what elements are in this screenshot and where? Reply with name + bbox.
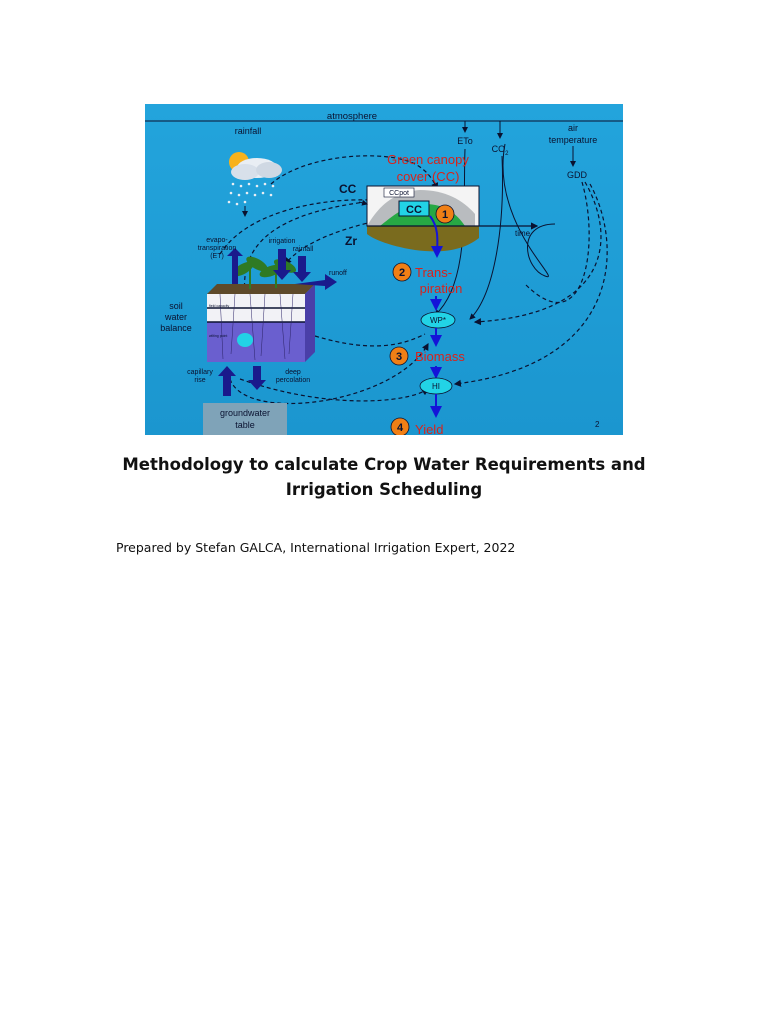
label-groundwater: groundwater — [219, 408, 271, 418]
label-hi: HI — [432, 382, 440, 391]
label-yield: Yield — [415, 422, 444, 435]
diagram-background — [145, 104, 623, 435]
document-title-line-1: Methodology to calculate Crop Water Requirements and — [122, 455, 646, 474]
label-wp-soil: wilting point — [209, 334, 228, 338]
slide-number: 2 — [595, 420, 600, 429]
label-cc-axis: CC — [339, 182, 357, 196]
label-balance: balance — [160, 323, 192, 333]
document-title-line-2: Irrigation Scheduling — [285, 480, 483, 499]
label-co2-sub: 2 — [505, 151, 509, 157]
step-1-number: 1 — [441, 209, 449, 221]
label-deep: deep — [285, 369, 301, 376]
label-trans: Trans- — [415, 265, 453, 280]
label-co2-main: CO — [491, 144, 506, 154]
document-title — [110, 452, 658, 502]
author-byline: Prepared by Stefan GALCA, International Irrigation Expert, 2022 — [116, 540, 516, 555]
label-biomass: Biomass — [415, 349, 465, 364]
step-2-number: 2 — [398, 267, 406, 279]
soil-block — [207, 284, 315, 362]
label-irrigation: irrigation — [268, 238, 296, 245]
label-cc-box: CC — [406, 204, 422, 216]
label-transpiration-et: transpiration — [197, 245, 237, 252]
label-time: time — [515, 229, 531, 238]
label-zr-axis: Zr — [345, 234, 357, 248]
label-air: air — [567, 123, 579, 133]
label-piration: piration — [419, 281, 463, 296]
label-percolation: percolation — [275, 377, 311, 384]
label-eto: ETo — [457, 136, 473, 146]
label-water: water — [164, 312, 188, 322]
label-wp-star: WP* — [430, 316, 446, 325]
label-gdd: GDD — [567, 170, 587, 180]
step-3-number: 3 — [395, 351, 403, 363]
label-fc: field capacity — [209, 304, 230, 308]
label-ccpot: CCpot — [389, 190, 409, 197]
label-atmosphere: atmosphere — [326, 111, 378, 122]
label-et: (ET) — [210, 253, 224, 260]
label-green-canopy: Green canopy — [387, 152, 469, 167]
label-table: table — [235, 420, 255, 430]
label-rainfall-top: rainfall — [234, 126, 262, 136]
label-rainfall-small: rainfall — [292, 246, 314, 253]
aquacrop-concept-diagram — [145, 104, 623, 435]
label-evapo: evapo- — [206, 237, 228, 244]
label-runoff: runoff — [329, 270, 347, 277]
label-capillary: capillary — [187, 369, 213, 376]
label-cover-cc: cover (CC) — [396, 169, 460, 184]
label-soil: soil — [169, 301, 183, 311]
label-rise: rise — [194, 377, 206, 384]
step-4-number: 4 — [396, 422, 404, 434]
label-temperature: temperature — [548, 135, 598, 145]
